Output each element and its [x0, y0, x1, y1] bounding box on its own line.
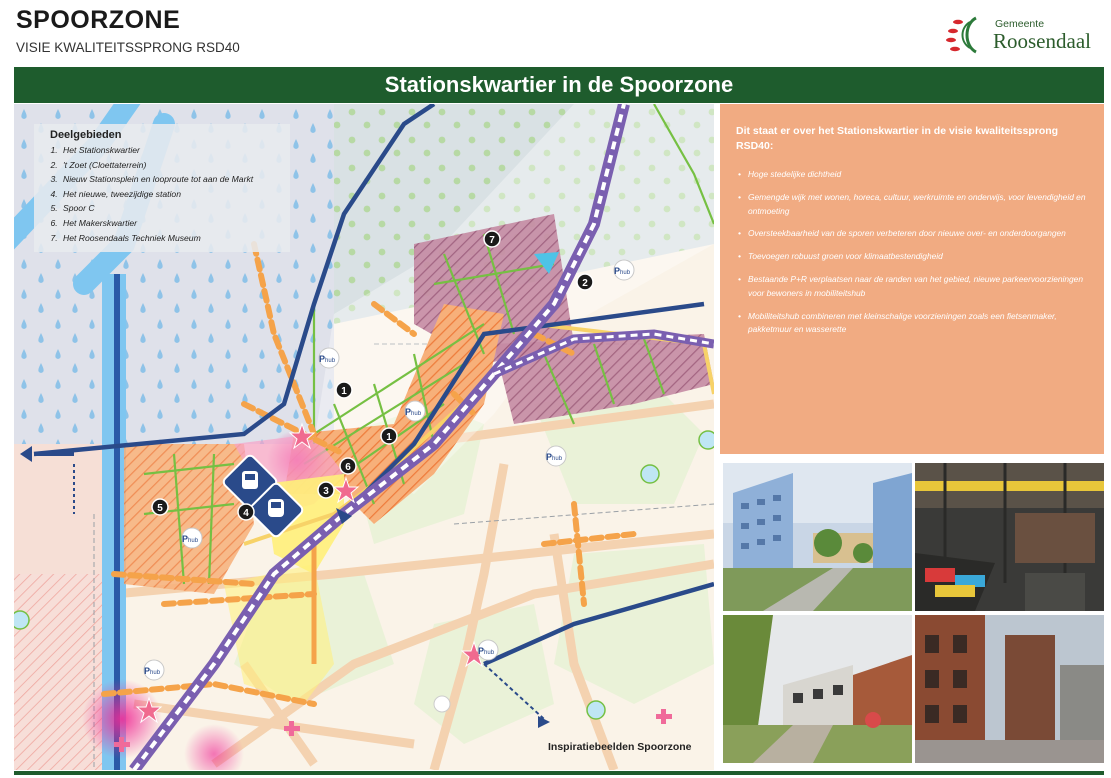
- phub-marker: [144, 660, 164, 680]
- svg-text:Phub: Phub: [319, 354, 336, 364]
- legend-item: 7. Het Roosendaals Techniek Museum: [60, 231, 253, 246]
- svg-text:Phub: Phub: [144, 666, 161, 676]
- marker-1a: [336, 382, 352, 398]
- svg-text:Phub: Phub: [546, 452, 563, 462]
- svg-text:Phub: Phub: [614, 266, 631, 276]
- phub-marker: [319, 348, 339, 368]
- phub-marker: [614, 260, 634, 280]
- logo-line-1: Gemeente: [995, 18, 1045, 30]
- marker-5: [152, 499, 168, 515]
- legend-title: Deelgebieden: [50, 129, 122, 141]
- legend-item: 3. Nieuw Stationsplein en looproute tot aan de Markt: [60, 172, 253, 187]
- legend-item: 4. Het nieuwe, tweezijdige station: [60, 187, 253, 202]
- marker-2: [577, 274, 593, 290]
- svg-text:2: 2: [582, 278, 588, 289]
- svg-text:Phub: Phub: [478, 646, 495, 656]
- marker-6: [484, 231, 500, 247]
- info-panel: [720, 104, 1104, 454]
- marker-3: [318, 482, 334, 498]
- info-bullet: • Toevoegen robuust groen voor klimaatbestendigheid: [748, 250, 1088, 264]
- marker-4: [238, 504, 254, 520]
- phub-marker: [546, 446, 566, 466]
- phub-marker: [405, 401, 425, 421]
- inspiration-photo-1: [723, 463, 912, 611]
- info-bullet: • Hoge stedelijke dichtheid: [748, 168, 1088, 182]
- svg-text:1: 1: [386, 432, 392, 443]
- gallery-caption: Inspiratiebeelden Spoorzone: [548, 741, 692, 753]
- svg-text:1: 1: [341, 386, 347, 397]
- svg-text:7: 7: [489, 235, 495, 246]
- info-bullet: • Oversteekbaarheid van de sporen verbeteren door nieuwe over- en onderdoorgangen: [748, 227, 1088, 241]
- phub-marker: [182, 528, 202, 548]
- inspiration-photo-4: [915, 615, 1104, 763]
- logo-mark-icon: [946, 14, 990, 56]
- logo-line-2: Roosendaal: [993, 29, 1091, 53]
- legend-item: 5. Spoor C: [60, 201, 253, 216]
- inspiration-photo-3: [723, 615, 912, 763]
- svg-text:4: 4: [243, 508, 249, 519]
- info-bullet: • Bestaande P+R verplaatsen naar de randen van het gebied, nieuwe parkeervoorzieningen voor bewoners in mobiliteitshub: [748, 273, 1088, 301]
- marker-1b: [381, 428, 397, 444]
- info-bullet: • Mobiliteitshub combineren met kleinschalige voorzieningen zoals een fietsenmaker, pakketmuur en wasserette: [748, 310, 1088, 338]
- marker-7: [340, 458, 356, 474]
- legend-panel: [34, 124, 290, 252]
- svg-text:Phub: Phub: [405, 407, 422, 417]
- phub-marker: [478, 640, 498, 660]
- info-bullets: [736, 168, 1088, 346]
- header-subtitle: VISIE KWALITEITSSPRONG RSD40: [16, 40, 240, 55]
- footer-line: [14, 771, 1104, 775]
- legend-item: 1. Het Stationskwartier: [60, 143, 253, 158]
- inspiration-photo-2: [915, 463, 1104, 611]
- legend-item: 6. Het Makerskwartier: [60, 216, 253, 231]
- info-title: Dit staat er over het Stationskwartier in de visie kwaliteitssprong RSD40:: [736, 125, 1059, 152]
- gemeente-logo: [946, 14, 1096, 56]
- info-bullet: • Gemengde wijk met wonen, horeca, cultuur, werkruimte en onderwijs, voor levendigheid en ontmoeting: [748, 191, 1088, 219]
- svg-text:Phub: Phub: [182, 534, 199, 544]
- svg-text:5: 5: [157, 503, 163, 514]
- svg-text:6: 6: [345, 462, 351, 473]
- header-title: SPOORZONE: [16, 6, 181, 34]
- legend-list: [48, 143, 253, 245]
- svg-text:3: 3: [323, 486, 329, 497]
- banner-title: Stationskwartier in de Spoorzone: [14, 67, 1104, 103]
- legend-item: 2. 't Zoet (Cloettaterrein): [60, 158, 253, 173]
